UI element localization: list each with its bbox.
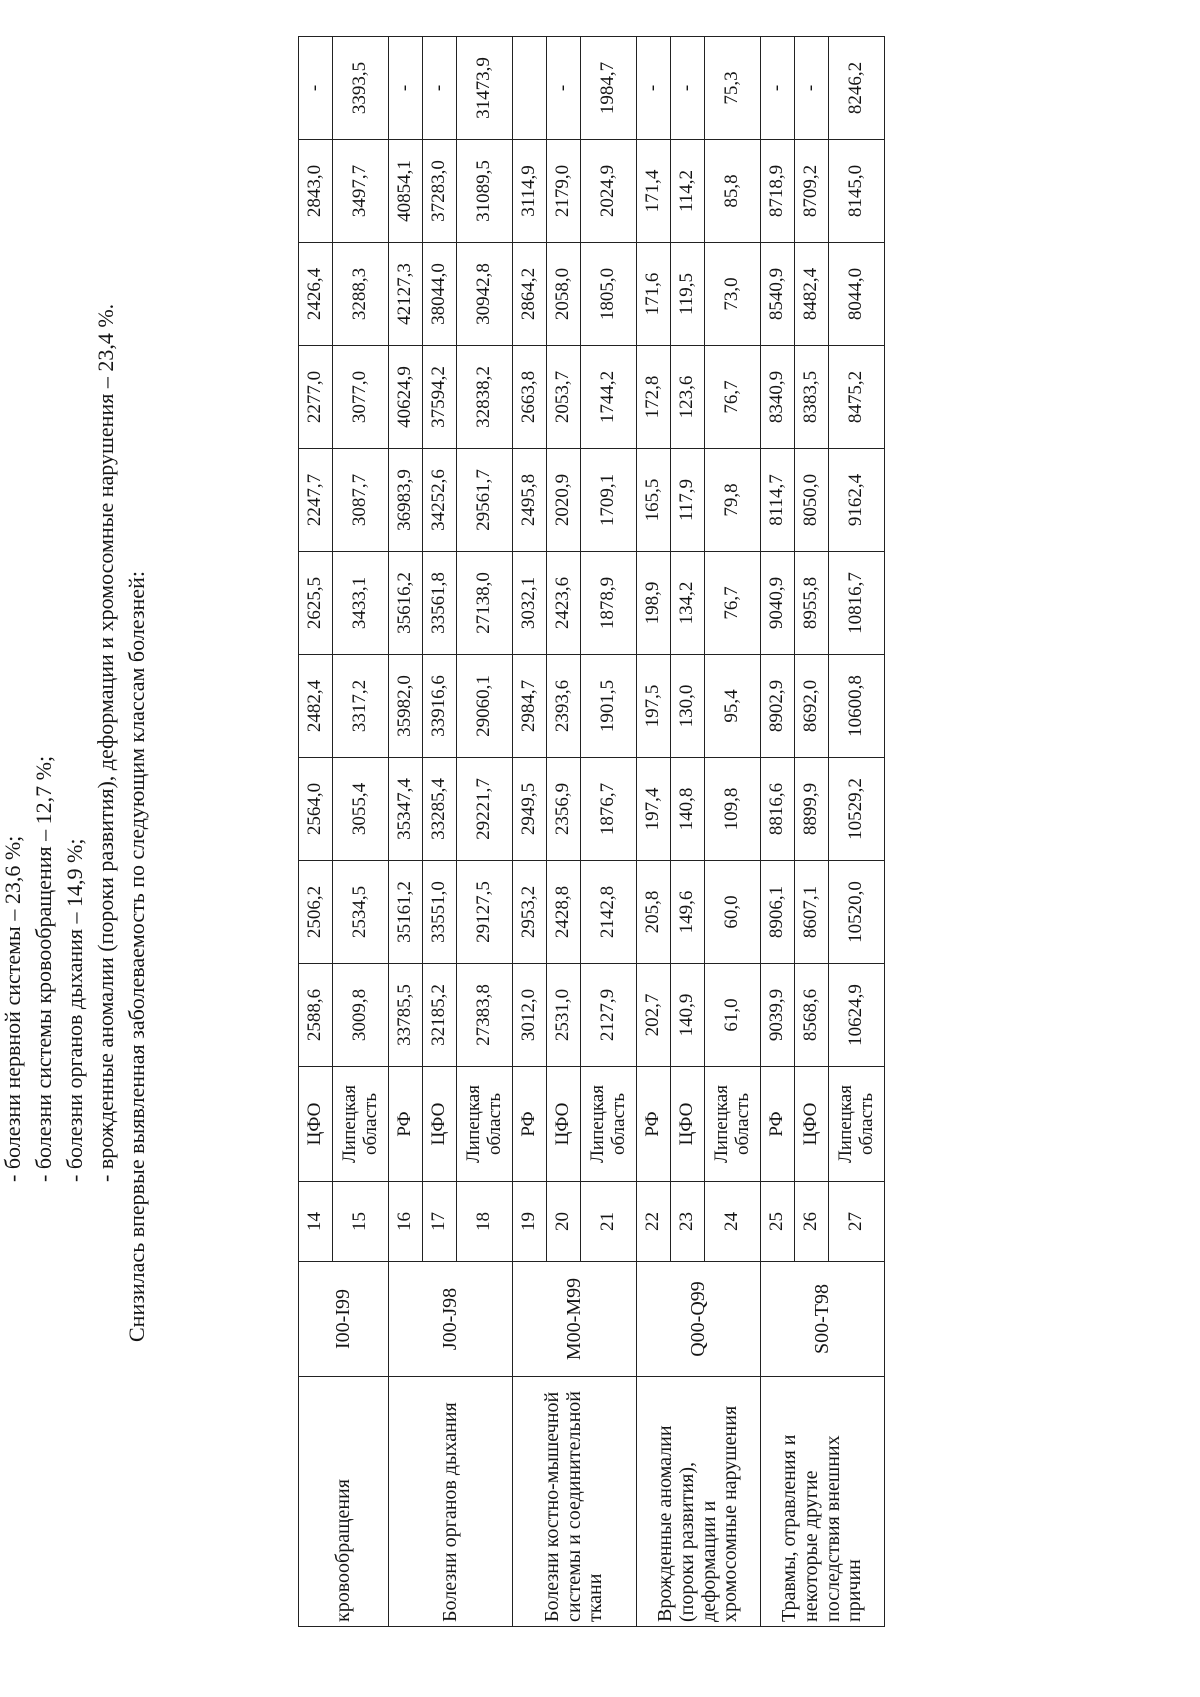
value-cell: 2531,0: [547, 964, 581, 1067]
value-cell: 31089,5: [457, 140, 513, 243]
value-cell: 3012,0: [513, 964, 547, 1067]
value-cell: 134,2: [671, 552, 705, 655]
value-cell: -: [671, 37, 705, 140]
region-cell: Липецкая область: [581, 1067, 637, 1182]
value-cell: 3055,4: [333, 758, 389, 861]
row-number-cell: 17: [423, 1182, 457, 1262]
value-cell: 85,8: [705, 140, 761, 243]
value-cell: 1876,7: [581, 758, 637, 861]
paragraph-3: Снизилась впервые выявленная заболеваемость по следующим классам болезней:: [124, 571, 149, 1342]
row-number-cell: 27: [829, 1182, 885, 1262]
value-cell: 3393,5: [333, 37, 389, 140]
value-cell: 36983,9: [389, 449, 423, 552]
value-cell: 8482,4: [795, 243, 829, 346]
value-cell: 3032,1: [513, 552, 547, 655]
value-cell: 2984,7: [513, 655, 547, 758]
value-cell: 8044,0: [829, 243, 885, 346]
value-cell: 75,3: [705, 37, 761, 140]
value-cell: 2482,4: [299, 655, 333, 758]
value-cell: 2506,2: [299, 861, 333, 964]
region-cell: ЦФО: [671, 1067, 705, 1182]
value-cell: 2428,8: [547, 861, 581, 964]
region-cell: Липецкая область: [457, 1067, 513, 1182]
value-cell: 29060,1: [457, 655, 513, 758]
value-cell: 1805,0: [581, 243, 637, 346]
value-cell: 8340,9: [761, 346, 795, 449]
region-cell: РФ: [513, 1067, 547, 1182]
value-cell: 2495,8: [513, 449, 547, 552]
value-cell: -: [547, 37, 581, 140]
value-cell: 8145,0: [829, 140, 885, 243]
value-cell: 8709,2: [795, 140, 829, 243]
value-cell: 9039,9: [761, 964, 795, 1067]
region-cell: РФ: [637, 1067, 671, 1182]
value-cell: 10529,2: [829, 758, 885, 861]
value-cell: [513, 37, 547, 140]
value-cell: 8114,7: [761, 449, 795, 552]
region-cell: ЦФО: [299, 1067, 333, 1182]
value-cell: 3087,7: [333, 449, 389, 552]
value-cell: 1984,7: [581, 37, 637, 140]
value-cell: 61,0: [705, 964, 761, 1067]
icd-code-cell: J00-J98: [389, 1262, 513, 1377]
value-cell: 30942,8: [457, 243, 513, 346]
value-cell: 2663,8: [513, 346, 547, 449]
value-cell: 8050,0: [795, 449, 829, 552]
value-cell: 29561,7: [457, 449, 513, 552]
value-cell: 149,6: [671, 861, 705, 964]
row-number-cell: 14: [299, 1182, 333, 1262]
value-cell: 130,0: [671, 655, 705, 758]
row-number-cell: 15: [333, 1182, 389, 1262]
value-cell: 1744,2: [581, 346, 637, 449]
value-cell: 29221,7: [457, 758, 513, 861]
value-cell: 60,0: [705, 861, 761, 964]
icd-code-cell: Q00-Q99: [637, 1262, 761, 1377]
region-cell: ЦФО: [795, 1067, 829, 1182]
value-cell: 2393,6: [547, 655, 581, 758]
value-cell: 76,7: [705, 346, 761, 449]
disease-class-cell: Врожденные аномалии (пороки развития), деформации и хромосомные нарушения: [637, 1377, 761, 1627]
value-cell: 2179,0: [547, 140, 581, 243]
value-cell: 35161,2: [389, 861, 423, 964]
disease-class-cell: кровообращения: [299, 1377, 389, 1627]
value-cell: 2356,9: [547, 758, 581, 861]
value-cell: 2564,0: [299, 758, 333, 861]
value-cell: 10816,7: [829, 552, 885, 655]
value-cell: 8383,5: [795, 346, 829, 449]
value-cell: 37594,2: [423, 346, 457, 449]
value-cell: -: [423, 37, 457, 140]
table-row: [513, 37, 547, 1627]
region-cell: Липецкая область: [705, 1067, 761, 1182]
value-cell: 33916,6: [423, 655, 457, 758]
value-cell: 10624,9: [829, 964, 885, 1067]
row-number-cell: 19: [513, 1182, 547, 1262]
value-cell: 1901,5: [581, 655, 637, 758]
value-cell: 27383,8: [457, 964, 513, 1067]
value-cell: 1878,9: [581, 552, 637, 655]
value-cell: 73,0: [705, 243, 761, 346]
list-item: - болезни системы кровообращения – 12,7 %;: [31, 755, 56, 1182]
value-cell: 2588,6: [299, 964, 333, 1067]
value-cell: 140,9: [671, 964, 705, 1067]
value-cell: 2058,0: [547, 243, 581, 346]
value-cell: 202,7: [637, 964, 671, 1067]
row-number-cell: 23: [671, 1182, 705, 1262]
value-cell: 32838,2: [457, 346, 513, 449]
value-cell: 33285,4: [423, 758, 457, 861]
value-cell: 8607,1: [795, 861, 829, 964]
value-cell: 33785,5: [389, 964, 423, 1067]
table-row: [389, 37, 423, 1627]
list-item: - болезни органов дыхания – 14,9 %;: [62, 838, 87, 1182]
value-cell: 95,4: [705, 655, 761, 758]
value-cell: 8540,9: [761, 243, 795, 346]
value-cell: 9162,4: [829, 449, 885, 552]
value-cell: 3077,0: [333, 346, 389, 449]
value-cell: 2053,7: [547, 346, 581, 449]
value-cell: 123,6: [671, 346, 705, 449]
value-cell: 3433,1: [333, 552, 389, 655]
row-number-cell: 25: [761, 1182, 795, 1262]
value-cell: -: [795, 37, 829, 140]
row-number-cell: 22: [637, 1182, 671, 1262]
value-cell: 42127,3: [389, 243, 423, 346]
value-cell: 37283,0: [423, 140, 457, 243]
value-cell: 76,7: [705, 552, 761, 655]
disease-class-cell: Болезни костно-мышечной системы и соединительной ткани: [513, 1377, 637, 1627]
value-cell: 3317,2: [333, 655, 389, 758]
icd-code-cell: M00-M99: [513, 1262, 637, 1377]
value-cell: 117,9: [671, 449, 705, 552]
row-number-cell: 26: [795, 1182, 829, 1262]
row-number-cell: 18: [457, 1182, 513, 1262]
value-cell: 8902,9: [761, 655, 795, 758]
value-cell: 34252,6: [423, 449, 457, 552]
region-cell: Липецкая область: [333, 1067, 389, 1182]
value-cell: 8955,8: [795, 552, 829, 655]
value-cell: 109,8: [705, 758, 761, 861]
value-cell: -: [299, 37, 333, 140]
value-cell: 33561,8: [423, 552, 457, 655]
icd-code-cell: S00-T98: [761, 1262, 885, 1377]
value-cell: 10520,0: [829, 861, 885, 964]
value-cell: 197,4: [637, 758, 671, 861]
region-cell: ЦФО: [547, 1067, 581, 1182]
value-cell: 8692,0: [795, 655, 829, 758]
region-cell: ЦФО: [423, 1067, 457, 1182]
icd-code-cell: I00-I99: [299, 1262, 389, 1377]
value-cell: 8718,9: [761, 140, 795, 243]
value-cell: 2625,5: [299, 552, 333, 655]
value-cell: 165,5: [637, 449, 671, 552]
value-cell: 10600,8: [829, 655, 885, 758]
row-number-cell: 16: [389, 1182, 423, 1262]
value-cell: 35347,4: [389, 758, 423, 861]
row-number-cell: 24: [705, 1182, 761, 1262]
value-cell: -: [761, 37, 795, 140]
table-row: [637, 37, 671, 1627]
value-cell: 35982,0: [389, 655, 423, 758]
value-cell: 35616,2: [389, 552, 423, 655]
value-cell: 79,8: [705, 449, 761, 552]
value-cell: 2864,2: [513, 243, 547, 346]
value-cell: -: [637, 37, 671, 140]
list-item: - болезни нервной системы – 23,6 %;: [0, 835, 25, 1182]
value-cell: 119,5: [671, 243, 705, 346]
value-cell: 2127,9: [581, 964, 637, 1067]
value-cell: 31473,9: [457, 37, 513, 140]
row-number-cell: 20: [547, 1182, 581, 1262]
region-cell: Липецкая область: [829, 1067, 885, 1182]
value-cell: 8816,6: [761, 758, 795, 861]
value-cell: 172,8: [637, 346, 671, 449]
value-cell: 140,8: [671, 758, 705, 861]
value-cell: 171,6: [637, 243, 671, 346]
value-cell: 40624,9: [389, 346, 423, 449]
value-cell: 8906,1: [761, 861, 795, 964]
value-cell: 2953,2: [513, 861, 547, 964]
value-cell: 27138,0: [457, 552, 513, 655]
value-cell: 2843,0: [299, 140, 333, 243]
table-body: [299, 37, 885, 1627]
table-row: [299, 37, 333, 1627]
region-cell: РФ: [761, 1067, 795, 1182]
value-cell: 114,2: [671, 140, 705, 243]
value-cell: 3497,7: [333, 140, 389, 243]
value-cell: 2024,9: [581, 140, 637, 243]
value-cell: 40854,1: [389, 140, 423, 243]
value-cell: 1709,1: [581, 449, 637, 552]
value-cell: 2142,8: [581, 861, 637, 964]
table-row: [761, 37, 795, 1627]
value-cell: 198,9: [637, 552, 671, 655]
list-item: - врожденные аномалии (пороки развития), деформации и хромосомные нарушения – 23,4 %.: [93, 303, 118, 1182]
value-cell: 2534,5: [333, 861, 389, 964]
value-cell: 2247,7: [299, 449, 333, 552]
region-cell: РФ: [389, 1067, 423, 1182]
row-number-cell: 21: [581, 1182, 637, 1262]
value-cell: 3009,8: [333, 964, 389, 1067]
value-cell: 205,8: [637, 861, 671, 964]
morbidity-table: [298, 36, 885, 1627]
value-cell: 8475,2: [829, 346, 885, 449]
value-cell: 2426,4: [299, 243, 333, 346]
value-cell: 33551,0: [423, 861, 457, 964]
value-cell: 9040,9: [761, 552, 795, 655]
disease-class-cell: Болезни органов дыхания: [389, 1377, 513, 1627]
disease-class-cell: Травмы, отравления и некоторые другие последствия внешних причин: [761, 1377, 885, 1627]
value-cell: 29127,5: [457, 861, 513, 964]
value-cell: 32185,2: [423, 964, 457, 1067]
value-cell: 2423,6: [547, 552, 581, 655]
value-cell: 38044,0: [423, 243, 457, 346]
value-cell: 2020,9: [547, 449, 581, 552]
body-text: [0, 77, 152, 1397]
value-cell: 8899,9: [795, 758, 829, 861]
value-cell: 2277,0: [299, 346, 333, 449]
value-cell: 171,4: [637, 140, 671, 243]
value-cell: 8568,6: [795, 964, 829, 1067]
value-cell: 3114,9: [513, 140, 547, 243]
value-cell: 3288,3: [333, 243, 389, 346]
value-cell: 197,5: [637, 655, 671, 758]
value-cell: 2949,5: [513, 758, 547, 861]
value-cell: -: [389, 37, 423, 140]
value-cell: 8246,2: [829, 37, 885, 140]
